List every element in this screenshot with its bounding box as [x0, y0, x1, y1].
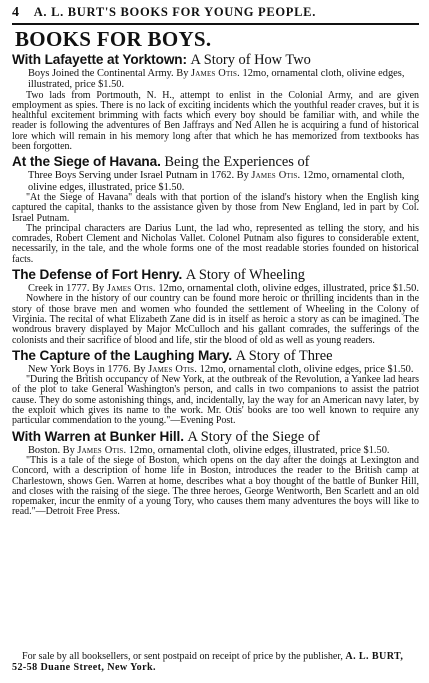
book-description: "During the British occupancy of New York, at the outbreak of the Revolution, a Yankee lad hears of the plot to take General Washington's person, and calls in two companions to assist the patriot cause. They do some astonishing things, and, incidentally, lay the way for an American navy later, by the exploit which gives its name to the work. Mr. Otis' books are too well known to require any particular commendation to the young."—Evening Post. — [12, 374, 419, 427]
book-entry — [12, 154, 419, 265]
book-author: James Otis. — [106, 283, 156, 295]
book-title: With Warren at Bunker Hill. — [12, 428, 184, 444]
book-subtitle: A Story of Wheeling — [185, 267, 305, 284]
book-format-price: 12mo, ornamental cloth, olivine edges, illustrated, price $1.50. — [158, 283, 419, 295]
book-description: The principal characters are Darius Lunt, the lad who, represented as telling the story, and his comrades, Robert Clement and Nicholas Vallet. Colonel Putnam also figures to considerable extent, necessarily, in the tale, and the whole forms one of the most readable stories founded on historical facts. — [12, 222, 419, 265]
book-title: With Lafayette at Yorktown: — [12, 52, 187, 67]
book-by: By — [176, 68, 189, 79]
book-by: By — [62, 444, 75, 456]
section-title: BOOKS FOR BOYS. — [15, 27, 212, 51]
book-subtitle-continued: Boys Joined the Continental Army. — [28, 68, 174, 79]
book-description: Nowhere in the history of our country can be found more heroic or thrilling incidents than in the story of those brave men and women who founded the settlement of Wheeling in the Colony of Virginia. The recital of what Elizabeth Zane did is in itself as heroic a story as can be imagined. The wondrous bravery displayed by Major McCulloch and his gallant comrades, the sufferings of the colonists and their sacrifice of blood and life, stir the blood of old as well as young readers. — [12, 293, 419, 346]
book-author: James Otis. — [77, 444, 127, 456]
book-by: By — [92, 283, 105, 295]
book-entry — [12, 348, 419, 427]
book-heading — [12, 52, 419, 68]
running-title: A. L. BURT'S BOOKS FOR YOUNG PEOPLE. — [33, 5, 317, 19]
book-format-price: 12mo, ornamental cloth, olivine edges, illustrated, price $1.50. — [128, 444, 390, 456]
page-header — [12, 4, 419, 21]
book-description: "At the Siege of Havana" deals with that portion of the island's history when the English king captured the capital, thanks to the assistance given by those from New England, led in part by Col. Israel Putnam. — [12, 191, 419, 224]
book-details — [12, 170, 419, 193]
book-subtitle: A Story of How Two — [190, 52, 311, 68]
book-title: The Defense of Fort Henry. — [12, 267, 183, 283]
book-subtitle: A Story of the Siege of — [187, 428, 320, 445]
book-by: By — [236, 170, 249, 182]
book-author: James Otis. — [191, 68, 240, 79]
book-subtitle-continued: Three Boys Serving under Israel Putnam in 1762. — [28, 170, 235, 182]
footer-text: For sale by all booksellers, or sent postpaid on receipt of price by the publisher, — [22, 651, 343, 662]
book-title: The Capture of the Laughing Mary. — [12, 347, 232, 363]
book-heading — [12, 348, 419, 364]
book-description: Two lads from Portmouth, N. H., attempt to enlist in the Colonial Army, and are given employment as spies. There is no lack of exciting incidents which the youthful reader craves, but it is healthful excitement brimming with facts which every boy should be familiar with, and while the reader is following the adventures of Ben Jaffrays and Ned Allen he is acquiring a fund of historical lore which will remain in his memory long after that which he has memorized from textbooks has been forgotten. — [12, 89, 419, 153]
book-entry — [12, 267, 419, 346]
publisher-address: A. L. BURT, 52-58 Duane Street, New York. — [12, 651, 404, 673]
book-subtitle: A Story of Three — [235, 347, 333, 364]
book-heading — [12, 154, 419, 170]
book-list — [12, 52, 419, 518]
book-by: By — [133, 363, 146, 375]
book-format-price: 12mo, ornamental cloth, olivine edges, illustrated, price $1.50. — [28, 170, 405, 193]
page-number: 4 — [12, 5, 20, 20]
book-entry — [12, 52, 419, 152]
book-title: At the Siege of Havana. — [12, 154, 161, 170]
book-details — [12, 68, 419, 91]
header-rule — [12, 23, 419, 25]
book-heading — [12, 429, 419, 445]
book-author: James Otis. — [148, 363, 198, 375]
book-entry — [12, 429, 419, 518]
footer-note — [12, 651, 419, 673]
book-format-price: 12mo, ornamental cloth, olivine edges, price $1.50. — [199, 363, 414, 375]
book-subtitle: Being the Experiences of — [164, 154, 310, 171]
book-author: James Otis. — [251, 170, 301, 182]
book-format-price: 12mo, ornamental cloth, olivine edges, illustrated, price $1.50. — [28, 68, 405, 91]
book-subtitle-continued: Creek in 1777. — [28, 283, 90, 295]
book-description: "This is a tale of the siege of Boston, which opens on the day after the doings at Lexington and Concord, with a description of home life in Boston, introduces the reader to the British camp at Charlestown, shows Gen. Warren at home, describes what a boy thought of the battle of Bunker Hill, and closes with the raising of the siege. The three heroes, George Wentworth, Ben Scarlett and an old ropemaker, incur the enmity of a young Tory, who causes them many adventures the boys will like to read."—Detroit Free Press. — [12, 454, 419, 518]
book-heading — [12, 267, 419, 283]
book-subtitle-continued: Boston. — [28, 444, 61, 456]
book-subtitle-continued: New York Boys in 1776. — [28, 363, 131, 375]
